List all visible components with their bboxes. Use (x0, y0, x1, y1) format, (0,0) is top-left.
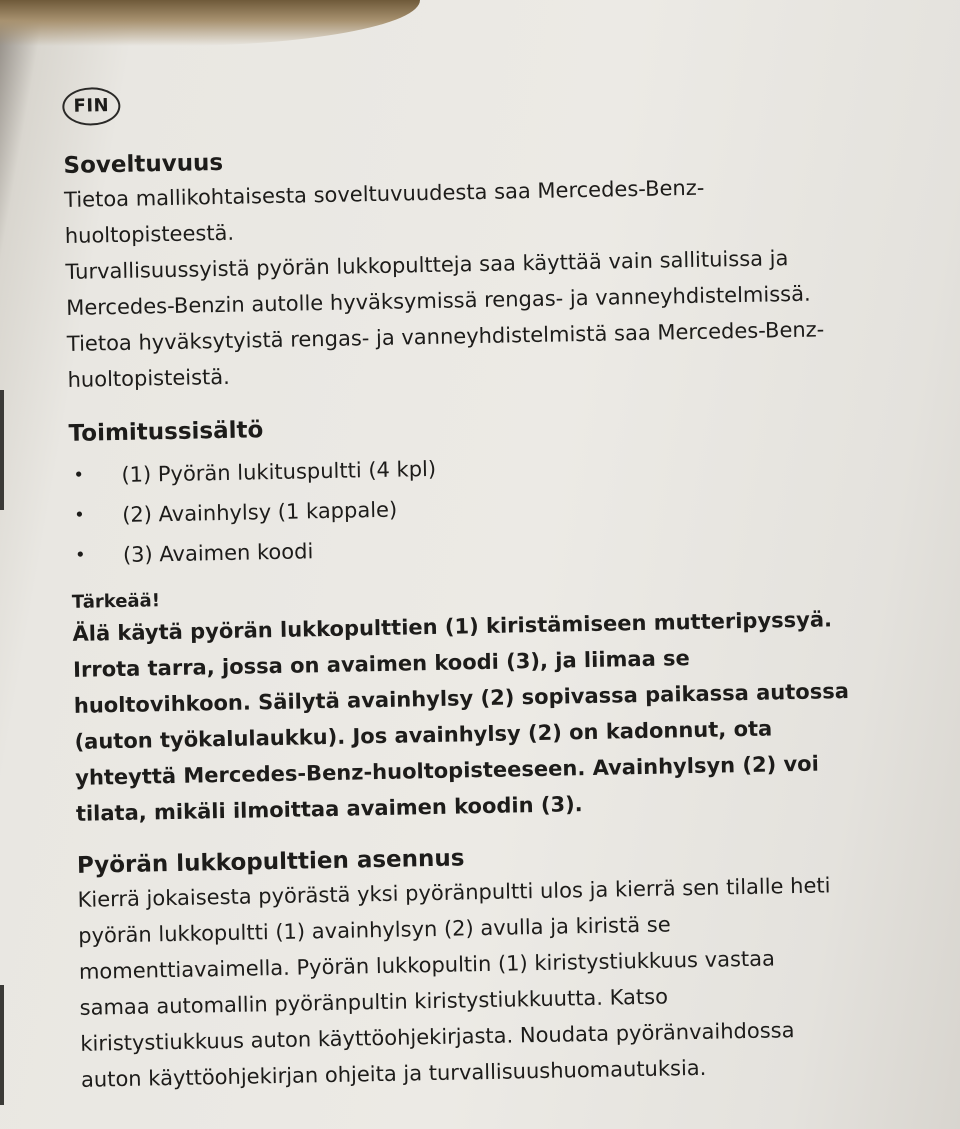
text-line: huoltovihkoon. Säilytä avainhylsy (2) sopivassa paikassa autossa (73, 678, 850, 718)
list-item-text: (2) Avainhylsy (1 kappale) (121, 497, 398, 527)
section-heading: Toimitussisältö (68, 417, 264, 447)
text-line: pyörän lukkopultti (1) avainhylsyn (2) avulla ja kiristä se (78, 912, 671, 948)
important-body (72, 599, 936, 831)
section-toimitussisalto (68, 403, 931, 575)
text-line: Älä käytä pyörän lukkopulttien (1) kiristämiseen mutteripyssyä. (72, 607, 833, 646)
section-body (64, 165, 928, 397)
bullet-icon: • (73, 464, 85, 486)
language-badge: FIN (62, 87, 121, 126)
page-top-shadow (0, 0, 420, 46)
text-line: Irrota tarra, jossa on avaimen koodi (3), ja liimaa se (72, 645, 691, 682)
binding-ring (0, 390, 18, 510)
section-important (72, 573, 936, 831)
section-heading: Soveltuvuus (63, 149, 224, 179)
text-line: Tietoa mallikohtaisesta soveltuvuudesta saa Mercedes-Benz- (63, 175, 705, 212)
section-body (77, 865, 941, 1097)
text-line: momenttiavaimella. Pyörän lukkopultin (1) kiristystiukkuus vastaa (78, 946, 776, 984)
section-soveltuvuus (63, 135, 928, 397)
text-line: (auton työkalulaukku). Jos avainhylsy (2) on kadonnut, ota (74, 716, 773, 754)
bullet-icon: • (74, 544, 86, 566)
binding-ring (0, 985, 18, 1105)
text-line: kiristystiukkuus auton käyttöohjekirjasta. Noudata pyöränvaihdossa (80, 1017, 795, 1056)
important-heading: Tärkeää! (71, 589, 161, 613)
text-line: Turvallisuussyistä pyörän lukkopultteja saa käyttää vain sallituissa ja (65, 245, 789, 284)
text-line: tilata, mikäli ilmoittaa avaimen koodin (3). (75, 791, 583, 826)
section-heading: Pyörän lukkopulttien asennus (76, 845, 465, 879)
section-asennus (77, 835, 942, 1097)
text-line: auton käyttöohjekirjan ohjeita ja turvallisuushuomautuksia. (80, 1055, 707, 1092)
text-line: Tietoa hyväksytyistä rengas- ja vanneyhdistelmistä saa Mercedes-Benz- (66, 317, 825, 356)
text-line: huoltopisteestä. (64, 220, 235, 248)
bullet-icon: • (74, 504, 86, 526)
text-line: huoltopisteistä. (67, 364, 231, 392)
manual-page (62, 71, 941, 1097)
text-line: yhteyttä Mercedes-Benz-huoltopisteeseen. Avainhylsyn (2) voi (75, 751, 820, 790)
text-line: Mercedes-Benzin autolle hyväksymissä rengas- ja vanneyhdistelmissä. (65, 281, 811, 320)
list-item-text: (3) Avaimen koodi (122, 539, 314, 567)
list-item-text: (1) Pyörän lukituspultti (4 kpl) (121, 456, 437, 487)
text-line: samaa automallin pyöränpultin kiristystiukkuutta. Katso (79, 984, 669, 1020)
delivery-list (69, 439, 931, 575)
text-line: Kierrä jokaisesta pyörästä yksi pyöränpultti ulos ja kierrä sen tilalle heti (77, 873, 831, 912)
